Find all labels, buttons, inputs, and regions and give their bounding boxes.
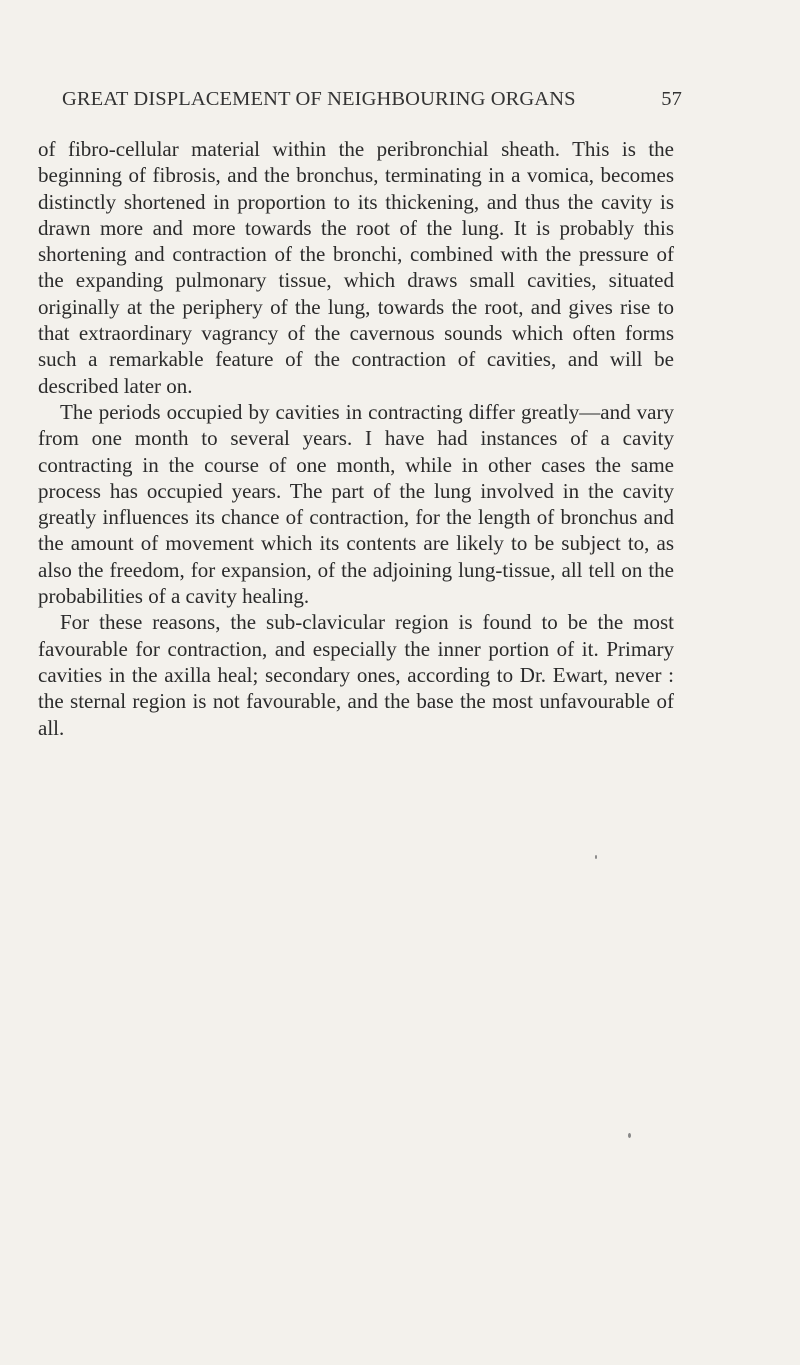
body-text bbox=[38, 136, 674, 741]
page-number: 57 bbox=[661, 88, 682, 110]
paper-speck bbox=[595, 855, 597, 859]
paragraph: For these reasons, the sub-clavicular region is found to be the most favourable for contraction, and especially the inner portion of it. Primary cavities in the axilla heal; secondary ones, according to Dr. Ewart, never : the sternal region is not favourable, and the base the most unfavourable of all. bbox=[38, 610, 674, 740]
running-head-title: GREAT DISPLACEMENT OF NEIGHBOURING ORGANS bbox=[62, 88, 576, 110]
paragraph: The periods occupied by cavities in contracting differ greatly—and vary from one month to several years. I have had instances of a cavity contracting in the course of one month, while in other cases the same process has occupied years. The part of the lung involved in the cavity greatly influences its chance of contraction, for the length of bronchus and the amount of movement which its contents are likely to be subject to, as also the freedom, for expansion, of the adjoining lung-tissue, all tell on the probabilities of a cavity healing. bbox=[38, 399, 674, 609]
running-head bbox=[62, 88, 682, 111]
paper-speck bbox=[628, 1133, 631, 1138]
paragraph: of fibro-cellular material within the peribronchial sheath. This is the beginning of fibrosis, and the bronchus, terminating in a vomica, becomes distinctly shortened in proportion to its thickening, and thus the cavity is drawn more and more towards the root of the lung. It is probably this shortening and contraction of the bronchi, combined with the pressure of the expanding pulmonary tissue, which draws small cavities, situated originally at the periphery of the lung, towards the root, and gives rise to that extraordinary vagrancy of the cavernous sounds which often forms such a remarkable feature of the contraction of cavities, and will be described later on. bbox=[38, 137, 674, 398]
